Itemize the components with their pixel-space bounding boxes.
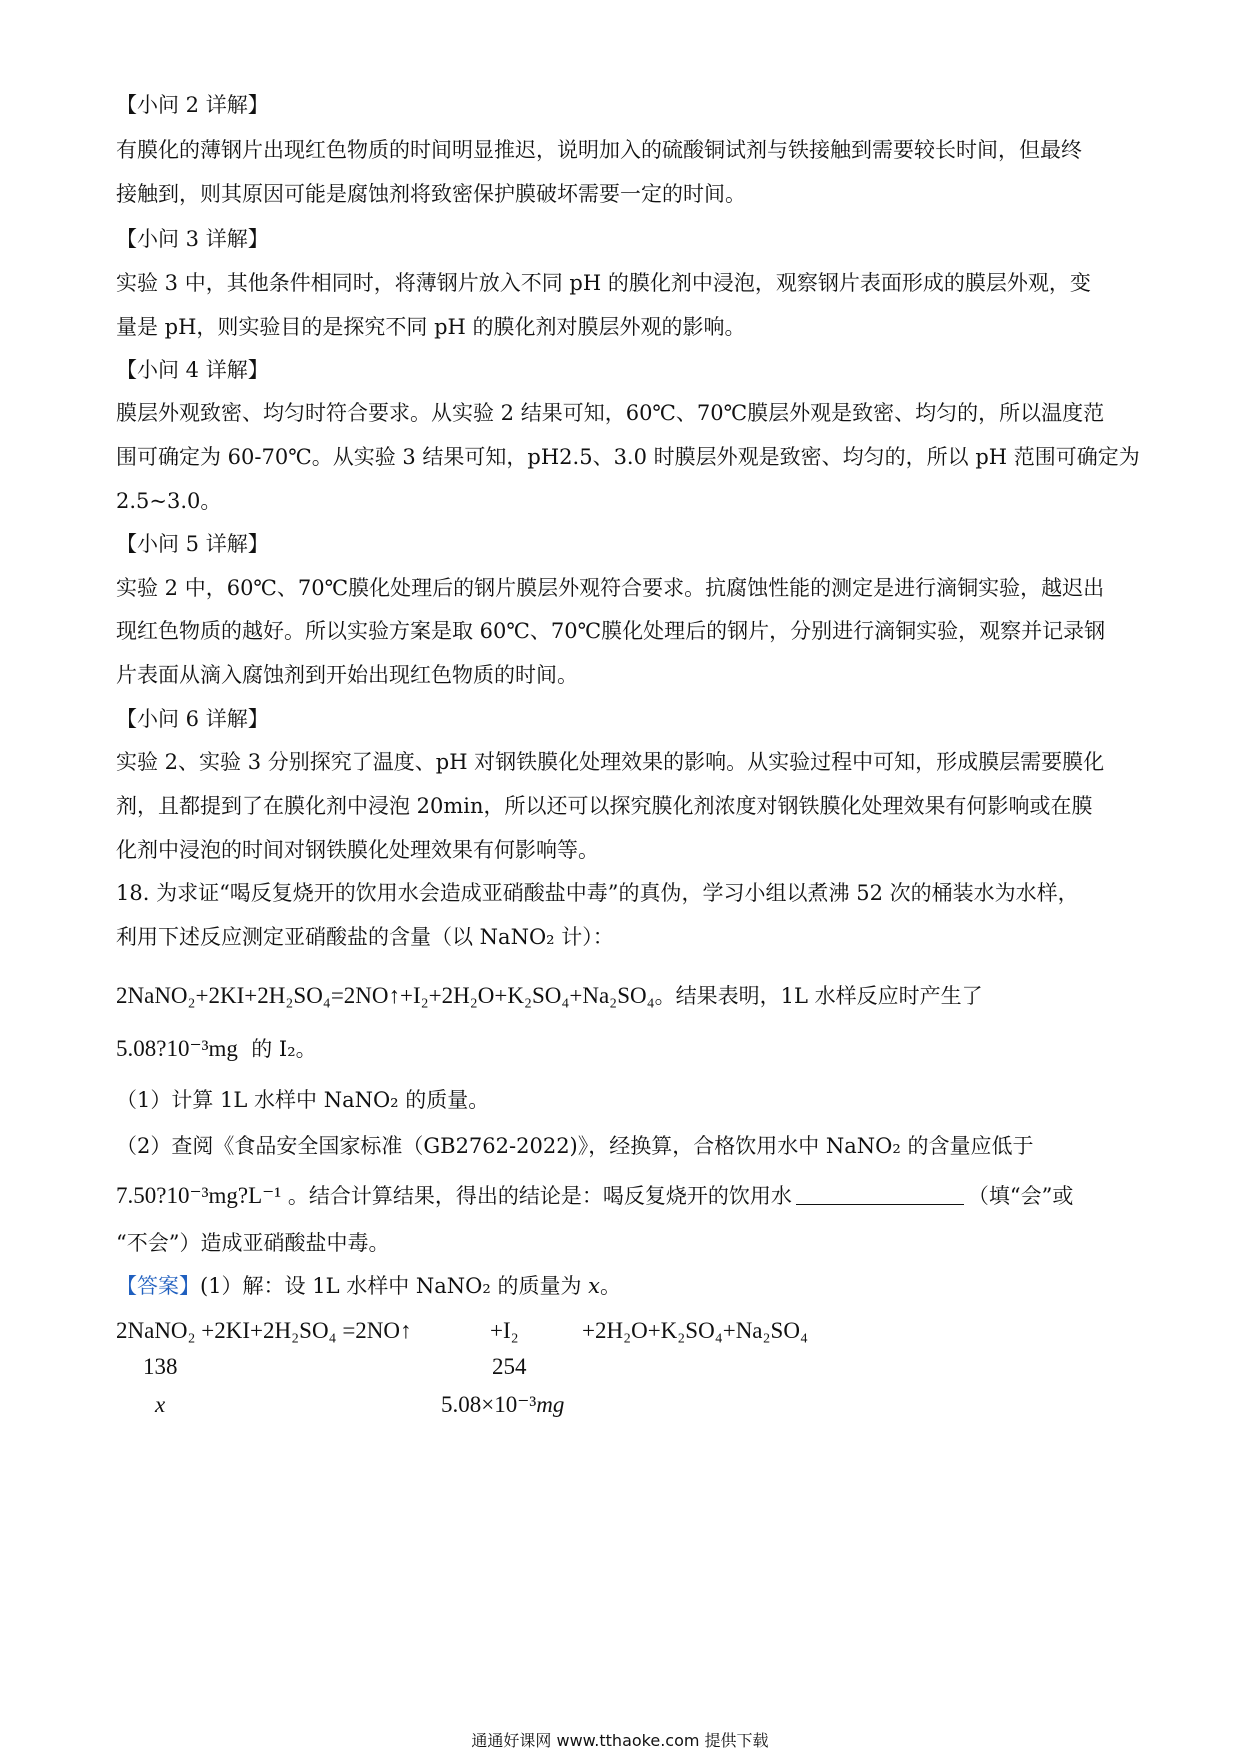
sub-question-2-line2 (116, 1183, 1073, 1209)
paragraph-line: 围可确定为 60-70℃。从实验 3 结果可知，pH2.5、3.0 时膜层外观是致密、均匀的，所以 pH 范围可确定为 (116, 445, 1140, 469)
section-heading-q5: 【小问 5 详解】 (116, 532, 269, 556)
answer-variable: x (588, 1274, 600, 1298)
limit-value: 7.50?10⁻³mg?L⁻¹ (116, 1183, 282, 1208)
unknown-x: x (155, 1392, 166, 1417)
paragraph-line: 实验 2、实验 3 分别探究了温度、pH 对钢铁膜化处理效果的影响。从实验过程中可知，形成膜层需要膜化 (116, 750, 1105, 774)
answer-text: (1）解：设 1L 水样中 NaNO₂ 的质量为 (200, 1274, 589, 1298)
sub-question-1: （1）计算 1L 水样中 NaNO₂ 的质量。 (116, 1088, 490, 1112)
section-heading-q3: 【小问 3 详解】 (116, 227, 269, 251)
paragraph-line: 剂，且都提到了在膜化剂中浸泡 20min，所以还可以探究膜化剂浓度对钢铁膜化处理效果有何影响或在膜 (116, 794, 1093, 818)
sub-question-2-tail-b: （填“会”或 (967, 1184, 1074, 1208)
paragraph-line: 接触到，则其原因可能是腐蚀剂将致密保护膜破坏需要一定的时间。 (116, 182, 746, 206)
paragraph-line: 片表面从滴入腐蚀剂到开始出现红色物质的时间。 (116, 663, 578, 687)
sub-question-2-tail-a: 。结合计算结果，得出的结论是：喝反复烧开的饮用水 (287, 1184, 792, 1208)
mass-i2-tail: 的 I₂。 (251, 1037, 317, 1061)
answer-equation-right: +2H₂O+K₂SO₄+Na₂SO₄ (582, 1318, 808, 1343)
mass-i2-line (116, 1036, 317, 1062)
paragraph-line: 现红色物质的越好。所以实验方案是取 60℃、70℃膜化处理后的钢片，分别进行滴铜实验，观察并记录钢 (116, 619, 1106, 643)
problem-18-line2: 利用下述反应测定亚硝酸盐的含量（以 NaNO₂ 计）： (116, 925, 614, 949)
page-footer: 通通好课网 www.tthaoke.com 提供下载 (471, 1731, 769, 1750)
section-heading-q2: 【小问 2 详解】 (116, 93, 269, 117)
molar-mass-i2: 254 (492, 1354, 527, 1379)
answer-tag: 【答案】 (116, 1274, 200, 1298)
mass-i2-value: 5.08?10⁻³mg (116, 1036, 238, 1061)
given-mass-value: 5.08×10⁻³ (441, 1392, 537, 1417)
given-mass-line (441, 1392, 564, 1418)
section-heading-q6: 【小问 6 详解】 (116, 707, 269, 731)
reaction-equation-tail: 。结果表明，1L 水样反应时产生了 (654, 984, 983, 1008)
paragraph-line: 化剂中浸泡的时间对钢铁膜化处理效果有何影响等。 (116, 838, 599, 862)
answer-equation-mid: +I₂ (490, 1318, 519, 1343)
reaction-equation-line (116, 983, 983, 1009)
problem-18-line1: 18. 为求证“喝反复烧开的饮用水会造成亚硝酸盐中毒”的真伪，学习小组以煮沸 52 次的桶装水为水样， (116, 881, 1079, 905)
answer-equation-left: 2NaNO₂ +2KI+2H₂SO₄ =2NO↑ (116, 1318, 412, 1343)
reaction-equation: 2NaNO₂+2KI+2H₂SO₄=2NO↑+I₂+2H₂O+K₂SO₄+Na₂SO₄ (116, 983, 655, 1008)
answer-line (116, 1273, 621, 1299)
paragraph-line: 实验 3 中，其他条件相同时，将薄钢片放入不同 pH 的膜化剂中浸泡，观察钢片表面形成的膜层外观，变 (116, 271, 1091, 295)
answer-period: 。 (599, 1274, 621, 1298)
paragraph-line: 量是 pH，则实验目的是探究不同 pH 的膜化剂对膜层外观的影响。 (116, 315, 746, 339)
paragraph-line: 2.5~3.0。 (116, 489, 222, 513)
section-heading-q4: 【小问 4 详解】 (116, 358, 269, 382)
paragraph-line: 膜层外观致密、均匀时符合要求。从实验 2 结果可知，60℃、70℃膜层外观是致密、均匀的，所以温度范 (116, 401, 1105, 425)
given-mass-unit: mg (536, 1392, 565, 1417)
sub-question-2-line1: （2）查阅《食品安全国家标准（GB2762-2022)》，经换算，合格饮用水中 NaNO₂ 的含量应低于 (116, 1134, 1034, 1158)
sub-question-2-line3: “不会”）造成亚硝酸盐中毒。 (116, 1231, 390, 1255)
paragraph-line: 有膜化的薄钢片出现红色物质的时间明显推迟，说明加入的硫酸铜试剂与铁接触到需要较长时间，但最终 (116, 138, 1082, 162)
paragraph-line: 实验 2 中，60℃、70℃膜化处理后的钢片膜层外观符合要求。抗腐蚀性能的测定是进行滴铜实验，越迟出 (116, 576, 1105, 600)
answer-blank[interactable] (796, 1184, 964, 1205)
molar-mass-nano2: 138 (143, 1354, 178, 1379)
